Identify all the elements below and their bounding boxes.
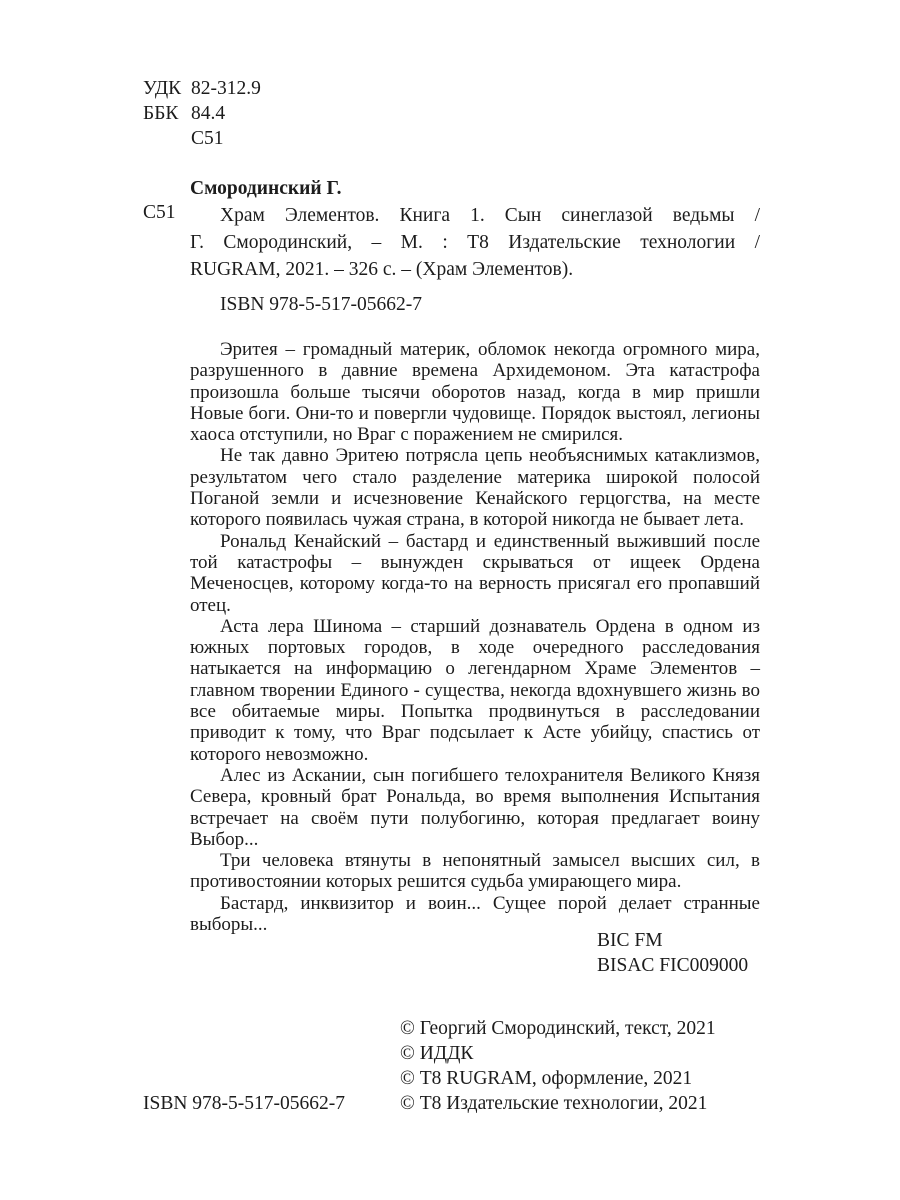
bbk-row: [143, 101, 261, 126]
copyright-notices: [400, 1016, 716, 1116]
annotation: [190, 339, 760, 935]
copyright-line: © Георгий Смородинский, текст, 2021: [400, 1018, 716, 1039]
subject-codes: [597, 928, 748, 978]
author-mark: С51: [143, 202, 176, 223]
copyright-line: © Т8 RUGRAM, оформление, 2021: [400, 1068, 693, 1089]
author-mark-code: С51: [191, 128, 224, 149]
annotation-paragraph: Рональд Кенайский – бастард и единственный выживший после той катастрофы – вынужден скрываться от ищеек Ордена Меченосцев, которому когда-то на верность присягал его пропавший отец.: [190, 530, 760, 616]
udk-row: [143, 76, 261, 101]
annotation-paragraph: Эритея – громадный материк, обломок некогда огромного мира, разрушенного в давние времена Архидемоном. Эта катастрофа произошла больше тысячи оборотов назад, когда в мир пришли Новые боги. Они-то и повергли чудовище. Порядок выстоял, легионы хаоса отступили, но Враг с поражением не смирился.: [190, 339, 760, 446]
biblio-line: Храм Элементов. Книга 1. Сын синеглазой ведьмы /: [220, 205, 760, 226]
bisac-code: BISAC FIC009000: [597, 955, 749, 976]
bbk-value: 84.4: [191, 103, 226, 124]
copyright-line: © Т8 Издательские технологии, 2021: [400, 1093, 708, 1114]
bibliographic-description: [190, 202, 760, 283]
bbk-label: ББК: [143, 103, 179, 124]
copyright-line: © ИДДК: [400, 1043, 474, 1064]
annotation-paragraph: Аста лера Шинома – старший дознаватель Ордена в одном из южных портовых городов, в ходе очередного расследования натыкается на информацию о легендарном Храме Элементов – главном творении Единого - существа, некогда вдохнувшего жизнь во все обитаемые миры. Попытка продвинуться в расследовании приводит к тому, что Враг подсылает к Асте убийцу, спастись от которого невозможно.: [190, 615, 760, 765]
classification-codes: [143, 76, 261, 151]
annotation-paragraph: Алес из Аскании, сын погибшего телохранителя Великого Князя Севера, кровный брат Рональда, во время выполнения Испытания встречает на своём пути полубогиню, которая предлагает воину Выбор...: [190, 764, 760, 850]
udk-label: УДК: [143, 78, 182, 99]
bic-code: BIC FM: [597, 930, 663, 951]
isbn-record: ISBN 978-5-517-05662-7: [220, 294, 423, 315]
biblio-line: Г. Смородинский, – М. : Т8 Издательские технологии /: [190, 232, 760, 253]
annotation-paragraph: Не так давно Эритею потрясла цепь необъяснимых катаклизмов, результатом чего стало разделение материка широкой полосой Поганой земли и исчезновение Кенайского герцогства, на месте которого появилась чужая страна, в которой никогда не бывает лета.: [190, 445, 760, 531]
author-heading: Смородинский Г.: [190, 178, 342, 199]
udk-value: 82-312.9: [191, 78, 261, 99]
annotation-paragraph: Бастард, инквизитор и воин... Сущее порой делает странные выборы...: [190, 892, 760, 936]
isbn-footer: ISBN 978-5-517-05662-7: [143, 1093, 346, 1114]
annotation-paragraph: Три человека втянуты в непонятный замысел высших сил, в противостоянии которых решится судьба умирающего мира.: [190, 850, 760, 893]
biblio-line: RUGRAM, 2021. – 326 с. – (Храм Элементов).: [190, 259, 574, 280]
